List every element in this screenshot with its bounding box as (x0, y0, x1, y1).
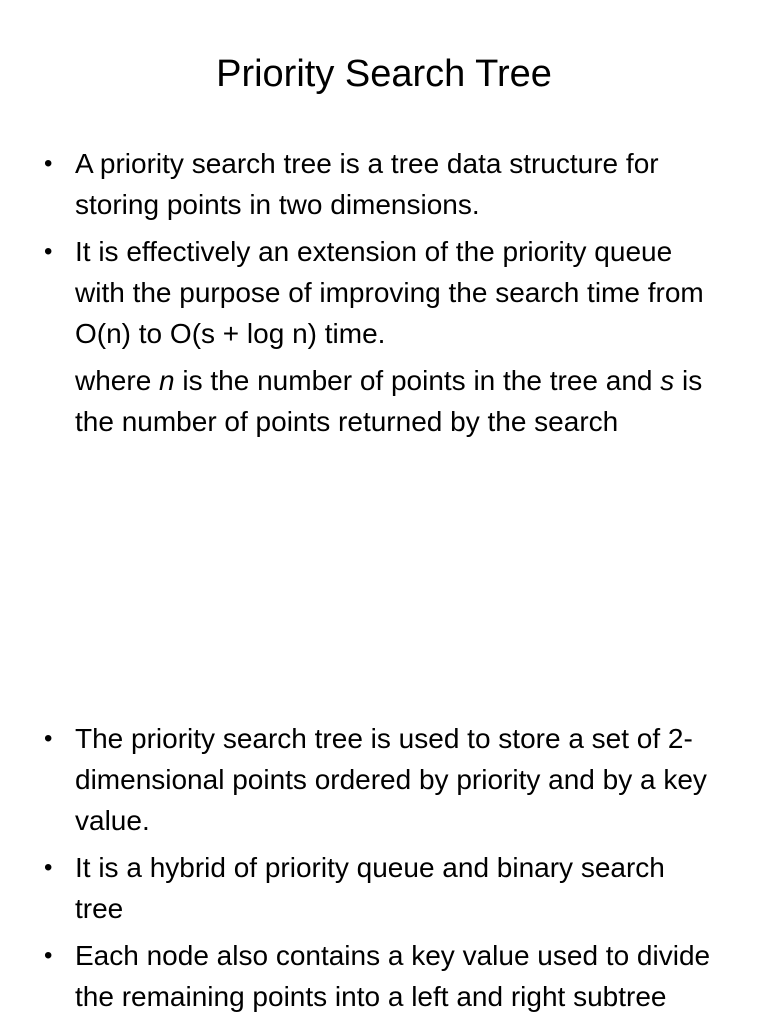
bullet-text: It is effectively an extension of the priority queue with the purpose of improving the search time from O(n) to O(s + log n) time. (75, 236, 704, 349)
bullet-icon: • (44, 150, 53, 177)
bullet-text: A priority search tree is a tree data structure for storing points in two dimensions. (75, 148, 659, 220)
continuation-text: is the number of points in the tree and (174, 365, 661, 396)
bullet-text: It is a hybrid of priority queue and binary search tree (75, 852, 665, 924)
bullet-item (40, 847, 720, 929)
bullet-icon: • (44, 238, 53, 265)
bottom-bullet-list (40, 718, 720, 1023)
variable-n: n (159, 365, 175, 396)
bullet-continuation (75, 360, 720, 442)
bullet-icon: • (44, 725, 53, 752)
variable-s: s (660, 365, 675, 396)
bullet-item (40, 935, 720, 1017)
continuation-text: is the number of points returned by the search (75, 365, 703, 437)
continuation-text: where (75, 365, 160, 396)
bullet-item (40, 718, 720, 841)
bullet-text: Each node also contains a key value used to divide the remaining points into a left and right subtree (75, 940, 711, 1012)
bullet-text: The priority search tree is used to store a set of 2-dimensional points ordered by priority and by a key value. (75, 723, 707, 836)
bullet-icon: • (44, 854, 53, 881)
top-bullet-list (40, 143, 720, 442)
bullet-item (40, 143, 720, 225)
slide-title: Priority Search Tree (216, 53, 552, 95)
bullet-item (40, 231, 720, 354)
bullet-icon: • (44, 942, 53, 969)
